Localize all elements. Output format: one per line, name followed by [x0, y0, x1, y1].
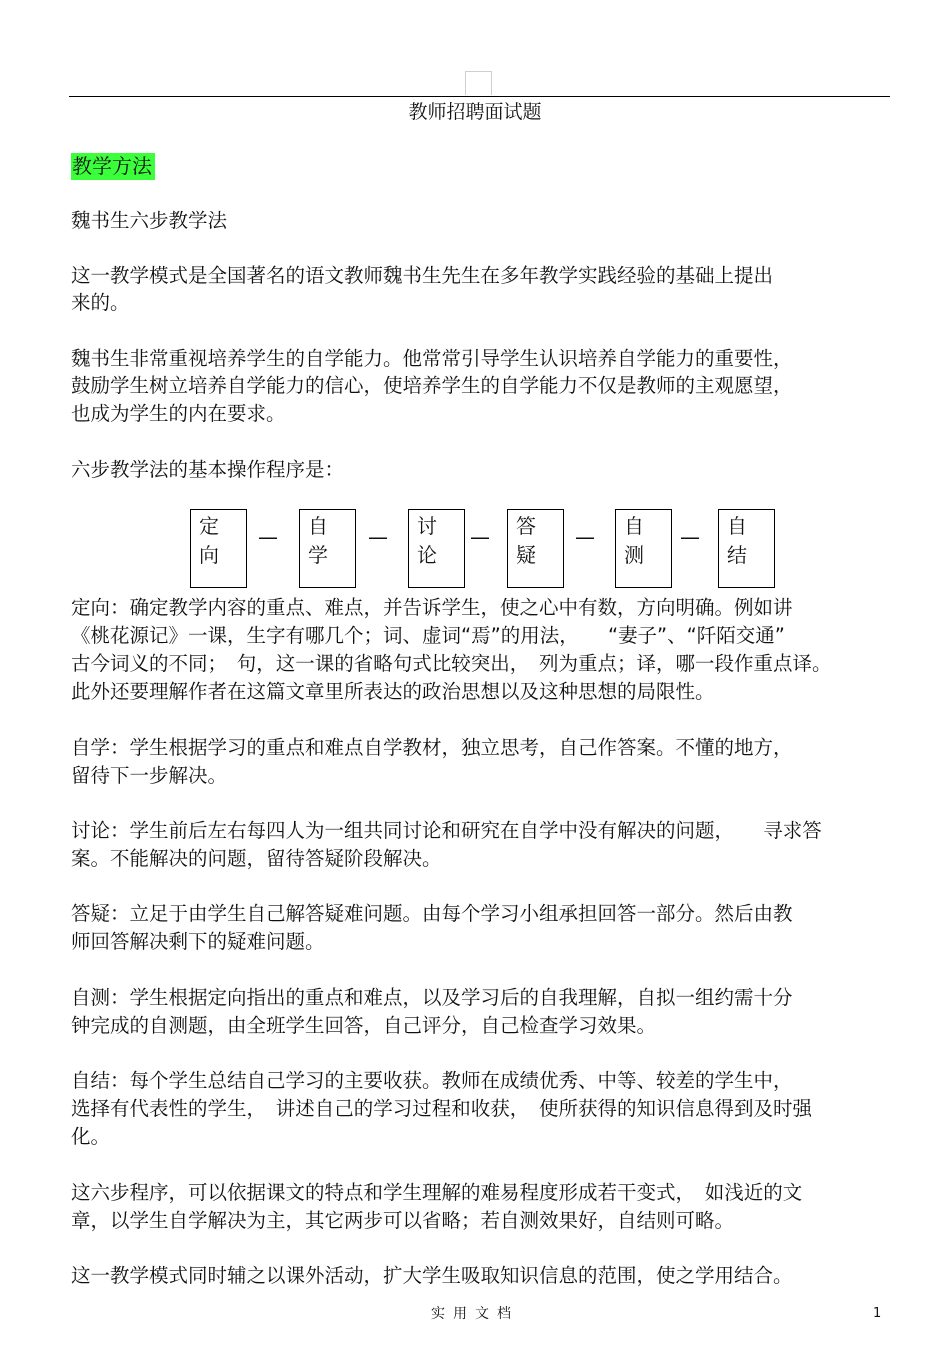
dingxiang-line-2: 《桃花源记》一课，生字有哪几个；词、虚词“焉”的用法， “妻子”、“阡陌交通” [71, 624, 785, 647]
dayi-line-1: 答疑：立足于由学生自己解答疑难问题。由每个学习小组承担回答一部分。然后由教 [71, 902, 793, 925]
step-char: 向 [199, 543, 219, 567]
intro-line-1: 这一教学模式是全国著名的语文教师魏书生先生在多年教学实践经验的基础上提出 [71, 264, 774, 287]
step-char: 自 [308, 514, 328, 538]
footer-text: 实用文档 [431, 1306, 519, 1322]
step-char: 讨 [417, 514, 437, 538]
step-char: 疑 [516, 543, 536, 567]
step-char: 定 [199, 514, 219, 538]
step-connector: — [680, 525, 700, 549]
step-char: 测 [624, 543, 644, 567]
dingxiang-line-1: 定向：确定教学内容的重点、难点，并告诉学生，使之心中有数，方向明确。例如讲 [71, 596, 793, 619]
step-box-zijie [718, 509, 775, 588]
header-rule [69, 96, 890, 97]
step-box-zixue [299, 509, 356, 588]
step-connector: — [470, 525, 490, 549]
intro-line-2: 来的。 [71, 291, 130, 314]
taolun-line-1: 讨论：学生前后左右每四人为一组共同讨论和研究在自学中没有解决的问题， 寻求答 [71, 819, 822, 842]
bianshi-line-1: 这六步程序，可以依据课文的特点和学生理解的难易程度形成若干变式， 如浅近的文 [71, 1181, 803, 1204]
step-connector: — [258, 525, 278, 549]
step-box-dingxiang [190, 509, 247, 588]
steps-intro: 六步教学法的基本操作程序是： [71, 458, 345, 481]
step-char: 自 [624, 514, 644, 538]
zice-line-1: 自测：学生根据定向指出的重点和难点，以及学习后的自我理解，自拟一组约需十分 [71, 986, 793, 1009]
taolun-line-2: 案。不能解决的问题，留待答疑阶段解决。 [71, 847, 442, 870]
para2-line-1: 魏书生非常重视培养学生的自学能力。他常常引导学生认识培养自学能力的重要性， [71, 347, 793, 370]
zice-line-2: 钟完成的自测题，由全班学生回答，自己评分，自己检查学习效果。 [71, 1014, 657, 1037]
page-number: 1 [873, 1306, 882, 1321]
step-char: 自 [727, 514, 747, 538]
para2-line-2: 鼓励学生树立培养自学能力的信心，使培养学生的自学能力不仅是教师的主观愿望， [71, 374, 793, 397]
step-char: 结 [727, 543, 747, 567]
bianshi-line-2: 章，以学生自学解决为主，其它两步可以省略；若自测效果好，自结则可略。 [71, 1209, 735, 1232]
dingxiang-line-4: 此外还要理解作者在这篇文章里所表达的政治思想以及这种思想的局限性。 [71, 680, 715, 703]
section-tag: 教学方法 [71, 153, 155, 180]
zijie-line-1: 自结：每个学生总结自己学习的主要收获。教师在成绩优秀、中等、较差的学生中， [71, 1069, 793, 1092]
step-box-dayi [507, 509, 564, 588]
closing-line: 这一教学模式同时辅之以课外活动，扩大学生吸取知识信息的范围，使之学用结合。 [71, 1264, 793, 1287]
header-box [465, 71, 492, 95]
step-char: 学 [308, 543, 328, 567]
step-connector: — [368, 525, 388, 549]
step-char: 论 [417, 543, 437, 567]
document-title: 教师招聘面试题 [408, 101, 542, 123]
para2-line-3: 也成为学生的内在要求。 [71, 402, 286, 425]
zijie-line-3: 化。 [71, 1125, 111, 1148]
zixue-line-2: 留待下一步解决。 [71, 764, 228, 787]
step-box-zice [615, 509, 672, 588]
zijie-line-2: 选择有代表性的学生， 讲述自己的学习过程和收获， 使所获得的知识信息得到及时强 [71, 1097, 813, 1120]
step-box-taolun [408, 509, 465, 588]
step-connector: — [575, 525, 595, 549]
step-char: 答 [516, 514, 536, 538]
dayi-line-2: 师回答解决剩下的疑难问题。 [71, 930, 325, 953]
subtitle: 魏书生六步教学法 [71, 209, 228, 232]
zixue-line-1: 自学：学生根据学习的重点和难点自学教材，独立思考，自己作答案。不懂的地方， [71, 736, 793, 759]
dingxiang-line-3: 古今词义的不同； 句，这一课的省略句式比较突出， 列为重点；译，哪一段作重点译。 [71, 652, 832, 675]
